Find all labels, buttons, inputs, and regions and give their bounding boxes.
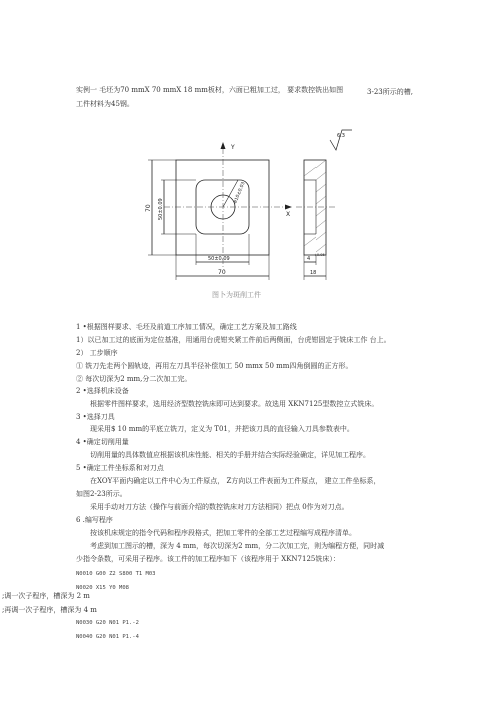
step-5-body-2: 如图2-23所示。 — [76, 490, 127, 498]
outer-outline — [176, 160, 269, 255]
dim-4: 4 — [307, 256, 311, 262]
dim-70-vertical: 70 — [145, 204, 152, 212]
program-comment-1: ;调一次子程序，槽深为 2 m — [2, 592, 90, 600]
step-1-item-2: 2） 工步顺序 — [76, 349, 118, 357]
step-2-heading: 2 •选择机床设备 — [76, 387, 129, 395]
step-1-item-4: ② 每次切深为2 mm,分二次加工完。 — [76, 375, 192, 383]
roughness-label: 6.3 — [337, 133, 345, 139]
side-view-outline — [304, 160, 326, 255]
intro-line-1-end: 3-23所示的槽, — [367, 88, 413, 96]
program-comment-2: ;再调一次子程序，槽深为 4 m — [2, 606, 97, 614]
step-2-body: 根据零件图样要求，选用经济型数控铣床即可达到要求。故选用 XKN7125型数控立式铣床。 — [90, 400, 379, 408]
dim-50-vertical: 50±0.09 — [158, 198, 164, 220]
dim-70-horizontal: 70 — [218, 269, 226, 276]
axis-x-label: X — [286, 211, 291, 218]
program-line-3: N0030 G20 N01 P1.-2 — [76, 620, 139, 626]
dim-50-horizontal: 50±0.09 — [208, 256, 230, 262]
step-6-heading: 6 .编写程序 — [76, 516, 113, 524]
step-1-heading: 1 •根据图样要求、毛坯及前道工序加工情况，确定工艺方案及加工路线 — [76, 323, 297, 331]
step-5-body-1: 在XOY平面内确定以工件中心为工件原点， Z方向以工件表面为工件原点， 建立工件坐标系， — [90, 477, 381, 485]
dim-hole: Φ10±0.03 — [233, 181, 247, 205]
step-1-item-3: ① 铣刀先走两个圆轨迹，再用左刀具半径补偿加工 50 mmx 50 mm四角倒圆的正方形。 — [76, 362, 353, 370]
intro-line-1: 实例一 毛坯为70 mmX 70 mmX 18 mm板材，六面已粗加工过， 要求数控铣出如图 — [76, 86, 344, 94]
axis-y-label: Y — [231, 144, 235, 151]
dim-4-tolerance: +0.05 — [314, 253, 325, 257]
step-4-heading: 4 •确定切削用量 — [76, 438, 129, 446]
step-6-body-3: 少指令条数，可采用子程序。该工件的加工程序如下（该程序用于 XKN7125铣床）： — [76, 555, 340, 563]
workpiece-drawing — [0, 0, 500, 310]
step-6-body-2: 考虑到加工图示的槽，深为 4 mm，每次切深为2 mm，分二次加工完，则为编程方便，同时减 — [90, 542, 385, 550]
step-5-heading: 5 •确定工件坐标系和对刀点 — [76, 464, 164, 472]
step-4-body: 切削用量的具体数值应根据该机床性能、相关的手册并结合实际经验确定，详见加工程序。 — [90, 451, 370, 459]
step-6-body-1: 按该机床规定的指令代码和程序段格式，把加工零件的全部工艺过程编写成程序清单。 — [90, 529, 356, 537]
step-3-heading: 3 •选择刀具 — [76, 413, 115, 421]
program-line-1: N0010 G00 Z2 S800 T1 M03 — [76, 571, 156, 577]
figure-caption: 图卜为斑削工件 — [212, 291, 261, 299]
program-line-4: N0040 G20 N01 P1.-4 — [76, 634, 139, 640]
intro-line-2: 工件材料为45钢。 — [76, 100, 134, 108]
step-5-body-3: 采用手动对刀方法（操作与前面介绍的数控铣床对刀方法相同）把点 0作为对刀点。 — [90, 503, 349, 511]
step-1-item-1: 1）以已加工过的底面为定位基准，用通用台虎钳夹紧工件前后两侧面，台虎钳固定于铣床工作 台上。 — [76, 336, 391, 344]
program-line-2: N0020 X15 Y0 M08 — [76, 585, 129, 591]
step-3-body: 现采用$ 10 mm的平底立铣刀，定义为 T01，并把该刀具的直径输入刀具参数表中。 — [90, 425, 354, 433]
dim-18: 18 — [310, 270, 317, 276]
